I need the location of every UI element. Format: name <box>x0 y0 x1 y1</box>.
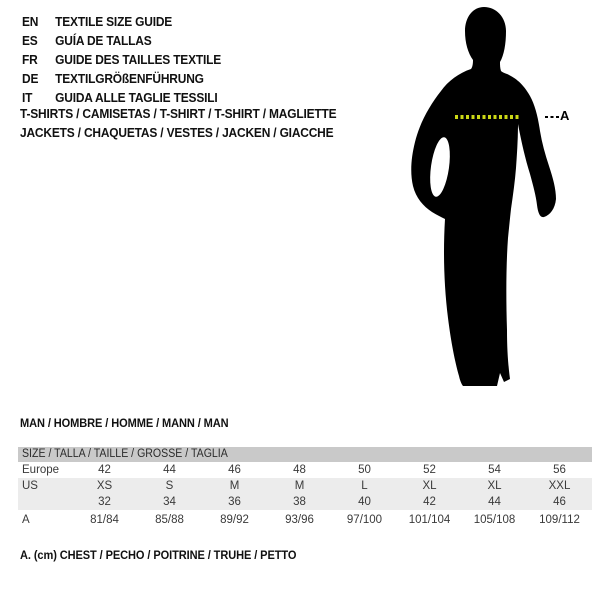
lang-code: IT <box>22 90 33 105</box>
lang-label: TEXTILGRÖßENFÜHRUNG <box>55 71 204 86</box>
table-cell: XL <box>422 480 437 492</box>
table-cell: 32 <box>98 496 111 508</box>
lang-label: TEXTILE SIZE GUIDE <box>55 14 173 29</box>
table-cell: 56 <box>553 464 566 476</box>
lang-label: GUÍA DE TALLAS <box>55 33 152 48</box>
lang-code: ES <box>22 33 38 48</box>
measure-label-a: A <box>560 108 570 123</box>
table-cell: 42 <box>423 496 436 508</box>
lang-code: EN <box>22 14 39 29</box>
table-cell: 46 <box>553 496 566 508</box>
table-cell: L <box>361 480 368 492</box>
section-title: MAN / HOMBRE / HOMME / MANN / MAN <box>20 416 229 430</box>
table-cell: 101/104 <box>408 513 451 526</box>
lang-label: GUIDA ALLE TAGLIE TESSILI <box>55 90 218 105</box>
table-cell: 50 <box>358 464 371 476</box>
table-cell: 44 <box>163 464 176 476</box>
row-label: A <box>22 513 30 526</box>
table-cell: 38 <box>293 496 306 508</box>
table-cell: 34 <box>163 496 176 508</box>
table-cell: 105/108 <box>473 513 516 526</box>
table-cell: S <box>165 480 174 492</box>
table-cell: 93/96 <box>285 513 314 526</box>
table-cell: 48 <box>293 464 306 476</box>
table-cell: 44 <box>488 496 501 508</box>
category-line-jackets: JACKETS / CHAQUETAS / VESTES / JACKEN / GIACCHE <box>20 125 334 140</box>
table-cell: 81/84 <box>90 513 119 526</box>
table-cell: 97/100 <box>346 513 383 526</box>
lang-code: FR <box>22 52 38 67</box>
table-cell: 40 <box>358 496 371 508</box>
table-header-bar <box>18 447 592 462</box>
lang-label: GUIDE DES TAILLES TEXTILE <box>55 52 222 67</box>
table-cell: 54 <box>488 464 501 476</box>
table-cell: 52 <box>423 464 436 476</box>
table-cell: 36 <box>228 496 241 508</box>
table-cell: XXL <box>548 480 571 492</box>
table-cell: M <box>294 480 305 492</box>
category-line-tshirts: T-SHIRTS / CAMISETAS / T-SHIRT / T-SHIRT / MAGLIETTE <box>20 106 337 121</box>
table-cell: 46 <box>228 464 241 476</box>
table-row-numeric <box>18 494 592 510</box>
table-header-label: SIZE / TALLA / TAILLE / GRÖSSE / TAGLIA <box>22 448 228 460</box>
table-cell: 109/112 <box>539 513 580 526</box>
table-cell: M <box>229 480 240 492</box>
table-cell: 89/92 <box>220 513 249 526</box>
table-row-chest-a <box>18 510 592 529</box>
table-cell: 85/88 <box>155 513 184 526</box>
lang-code: DE <box>22 71 39 86</box>
row-label: Europe <box>22 464 60 476</box>
table-cell: XS <box>96 480 113 492</box>
footnote: A. (cm) CHEST / PECHO / POITRINE / TRUHE / PETTO <box>20 548 297 562</box>
size-table <box>18 447 592 529</box>
table-row-us <box>18 478 592 494</box>
man-silhouette-path <box>411 7 556 386</box>
table-row-europe <box>18 462 592 478</box>
table-cell: 42 <box>98 464 111 476</box>
row-label: US <box>22 480 38 492</box>
table-cell: XL <box>487 480 502 492</box>
